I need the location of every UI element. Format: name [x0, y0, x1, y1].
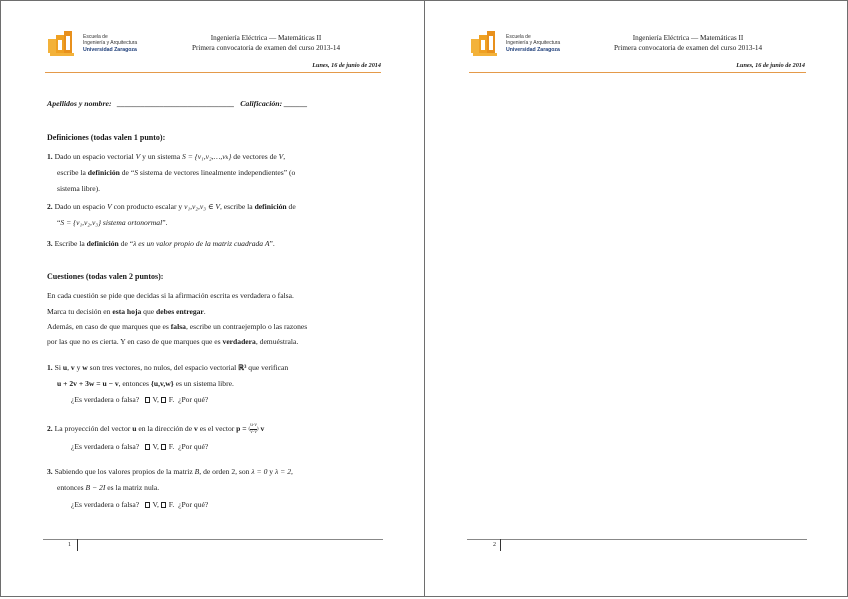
text: Dado un espacio: [54, 202, 108, 211]
logo-line-3: Universidad Zaragoza: [83, 46, 137, 53]
math-eigenvalue: λ = 2: [274, 467, 291, 476]
question-1-answer-line: [71, 395, 208, 405]
page-number: 1: [68, 542, 71, 548]
false-checkbox[interactable]: [161, 397, 166, 403]
vector-w: w: [82, 363, 88, 372]
text: que: [141, 307, 157, 316]
page-number-bar: [77, 539, 78, 551]
false-label: F.: [166, 395, 175, 404]
logo-line-1: Escuela de: [506, 34, 531, 40]
vector-v: v: [70, 363, 75, 372]
course-title: Ingeniería Eléctrica — Matemáticas II: [632, 34, 744, 42]
logo-mark-icon: [47, 31, 79, 59]
logo-line-2: Ingeniería y Arquitectura: [506, 40, 561, 47]
text: que verifican: [246, 363, 289, 372]
text: Además, en caso de que marques que es: [47, 322, 171, 331]
exam-subtitle: Primera convocatoria de examen del curso 2013-14: [613, 43, 763, 52]
logo-mark-icon: [470, 31, 502, 59]
true-label: V,: [150, 500, 161, 509]
true-checkbox[interactable]: [145, 397, 150, 403]
keyword: falsa: [170, 322, 186, 331]
exam-date: Lunes, 16 de junio de 2014: [312, 62, 381, 69]
math-var: V: [135, 152, 141, 161]
vector-v: v: [194, 423, 198, 433]
math-eigenvalue: λ = 0: [251, 467, 268, 476]
definition-3: [47, 239, 275, 249]
text: λ es un valor propio de la matriz cuadrada A: [133, 239, 270, 248]
answer-prompt: ¿Es verdadera o falsa?: [71, 442, 140, 451]
text: , escribe la: [219, 202, 255, 211]
definition-1-line-1: [47, 152, 285, 162]
text: Marca tu decisión en: [47, 307, 113, 316]
why-prompt: ¿Por qué?: [178, 442, 209, 451]
page-header: [583, 34, 793, 53]
math-equation: u + 2v + 3w = u − v: [57, 379, 119, 388]
text: .: [203, 307, 206, 316]
math-var: V: [107, 202, 112, 211]
questions-intro-3: [47, 322, 307, 332]
page-number-bar: [500, 539, 501, 551]
text: sistema de vectores linealmente independientes” (o: [138, 168, 296, 177]
math-set: {u,v,w}: [150, 379, 174, 388]
text: de “: [118, 239, 134, 248]
name-label: Apellidos y nombre:: [47, 99, 112, 108]
definition-1-number: 1.: [47, 152, 53, 161]
course-title: Ingeniería Eléctrica — Matemáticas II: [210, 34, 322, 42]
questions-intro-1: En cada cuestión se pide que decidas si la afirmación escrita es verdadera o falsa.: [47, 291, 294, 300]
text: por las que no es cierta. Y en caso de que marques que es: [47, 337, 223, 346]
text: de: [286, 202, 296, 211]
vector-p: p =: [236, 423, 249, 433]
text: ”.: [269, 239, 275, 248]
false-label: F.: [166, 500, 175, 509]
fraction-denominator: v·v: [250, 429, 257, 435]
answer-prompt: ¿Es verdadera o falsa?: [71, 500, 140, 509]
answer-prompt: ¿Es verdadera o falsa?: [71, 395, 140, 404]
question-3-answer-line: [71, 500, 208, 510]
keyword: definición: [86, 239, 119, 248]
text: ”.: [162, 218, 168, 227]
true-label: V,: [150, 442, 161, 451]
fraction: ( $\frac{u\cdot v}{v\cdot v}$ ): [248, 423, 259, 435]
definition-2-line-1: [47, 202, 296, 212]
exam-date: Lunes, 16 de junio de 2014: [736, 62, 805, 69]
university-logo: [47, 31, 157, 63]
grade-blank[interactable]: ______: [284, 99, 308, 108]
fraction-numerator: u·v: [250, 423, 257, 428]
text: de vectores de: [231, 152, 279, 161]
page-header: [161, 34, 371, 53]
definition-2-line-2: [57, 218, 167, 228]
text: y un sistema: [140, 152, 182, 161]
math-var: B: [194, 467, 200, 476]
keyword: esta hoja: [112, 307, 142, 316]
name-blank[interactable]: ______________________________: [117, 99, 235, 108]
why-prompt: ¿Por qué?: [178, 500, 209, 509]
logo-line-1: Escuela de: [83, 34, 108, 40]
header-rule: [469, 72, 806, 73]
exam-page-2: [424, 0, 848, 597]
text: es el vector: [197, 423, 237, 433]
question-3-number: 3.: [47, 467, 53, 476]
text: Si: [54, 363, 63, 372]
math-set: S = {v₁,v₂,…,vₖ}: [182, 152, 232, 161]
text: son tres vectores, no nulos, del espacio vectorial: [87, 363, 239, 372]
text: ,: [291, 467, 293, 476]
grade-label: Calificación:: [240, 99, 283, 108]
math-expression: B − 2I: [85, 483, 106, 492]
name-line: [47, 99, 308, 109]
definition-2-number: 2.: [47, 202, 53, 211]
text: de “: [119, 168, 135, 177]
questions-intro-4: [47, 337, 298, 347]
question-3-line-2: [57, 483, 159, 493]
page-number: 2: [493, 542, 496, 548]
text: es un sistema libre.: [173, 379, 234, 388]
text: , demuéstrala.: [255, 337, 299, 346]
math-var: V: [278, 152, 284, 161]
text: Escribe la: [54, 239, 87, 248]
definition-3-number: 3.: [47, 239, 53, 248]
questions-heading: Cuestiones (todas valen 2 puntos):: [47, 272, 164, 281]
true-checkbox[interactable]: [145, 502, 150, 508]
keyword: definición: [254, 202, 287, 211]
text: La proyección del vector: [54, 423, 133, 433]
false-label: F.: [166, 442, 175, 451]
math-set: S = {v₁,v₂,v₃}: [60, 218, 101, 227]
exam-page-1: [0, 0, 425, 597]
question-2-answer-line: [71, 442, 208, 452]
question-1-line-2: [57, 379, 234, 389]
text: y: [267, 467, 275, 476]
text: Dado un espacio vectorial: [54, 152, 136, 161]
footer-rule: [467, 539, 807, 540]
keyword: definición: [87, 168, 120, 177]
text: entonces: [57, 483, 86, 492]
text: “: [57, 218, 61, 227]
math-vectors: v₁,v₂,v₃ ∈ V: [184, 202, 220, 211]
text: con producto escalar y: [111, 202, 185, 211]
math-space: ℝ³: [238, 363, 247, 372]
keyword: debes entregar: [156, 307, 204, 316]
text: ,: [67, 363, 71, 372]
why-prompt: ¿Por qué?: [178, 395, 209, 404]
false-checkbox[interactable]: [161, 502, 166, 508]
definition-1-line-2: [57, 168, 295, 178]
logo-line-2: Ingeniería y Arquitectura: [83, 40, 138, 47]
exam-subtitle: Primera convocatoria de examen del curso 2013-14: [191, 43, 341, 52]
math-var: S: [134, 168, 138, 177]
header-rule: [45, 72, 381, 73]
true-checkbox[interactable]: [145, 444, 150, 450]
text: y: [74, 363, 83, 372]
question-3-line-1: [47, 467, 293, 477]
vector-v: v: [258, 423, 265, 433]
question-2-line-1: [47, 423, 264, 435]
vector-u: u: [62, 363, 68, 372]
definitions-heading: Definiciones (todas valen 1 punto):: [47, 133, 166, 142]
text: ,: [283, 152, 286, 161]
text: es la matriz nula.: [105, 483, 160, 492]
university-logo: [470, 31, 580, 63]
questions-intro-2: [47, 307, 206, 317]
text: escribe la: [57, 168, 88, 177]
footer-rule: [43, 539, 383, 540]
text: , de orden 2, son: [199, 467, 252, 476]
text: , entonces: [118, 379, 151, 388]
text: Sabiendo que los valores propios de la matriz: [54, 467, 195, 476]
text: sistema ortonormal: [101, 218, 163, 227]
text: en la dirección de: [136, 423, 194, 433]
question-2-number: 2.: [47, 423, 53, 433]
text: , escribe un contraejemplo o las razones: [185, 322, 308, 331]
false-checkbox[interactable]: [161, 444, 166, 450]
keyword: verdadera: [222, 337, 256, 346]
vector-u: u: [132, 423, 137, 433]
question-1-line-1: [47, 363, 288, 373]
true-label: V,: [150, 395, 161, 404]
question-1-number: 1.: [47, 363, 53, 372]
logo-line-3: Universidad Zaragoza: [506, 46, 560, 53]
definition-1-line-3: sistema libre).: [57, 184, 101, 193]
